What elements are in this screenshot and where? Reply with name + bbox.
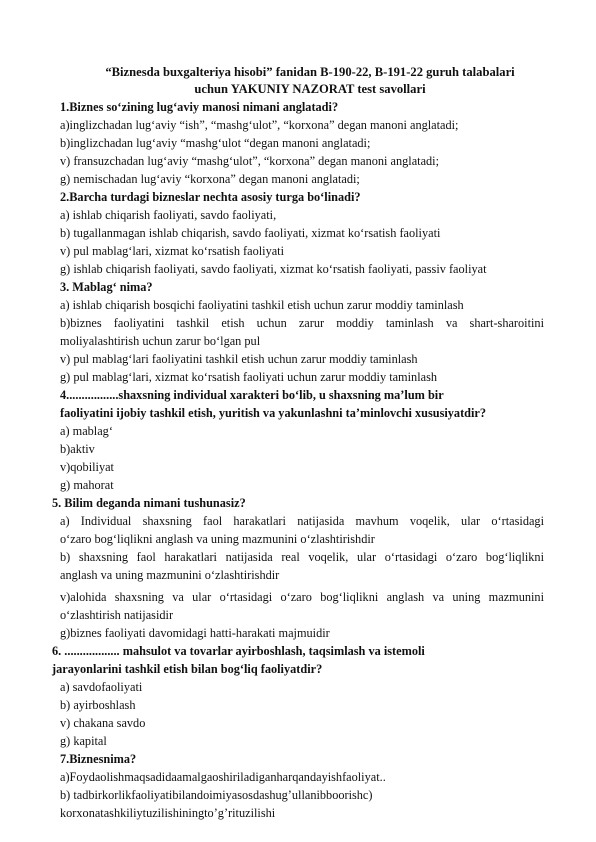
answer-1g: g) nemischadan lug‘aviy “korxona” degan manoni anglatadi; [60, 172, 360, 186]
answer-5v-cont: o‘zlashtirish natijasidir [60, 608, 174, 622]
answer-4g: g) mahorat [60, 478, 114, 492]
question-1: 1.Biznes so‘zining lug‘aviy manosi nimani anglatadi? [60, 100, 339, 114]
title-line-2: uchun YAKUNIY NAZORAT test savollari [194, 82, 426, 96]
title-line-1: “Biznesda buxgalteriya hisobi” fanidan B-190-22, B-191-22 guruh talabalari [105, 65, 515, 79]
answer-2v: v) pul mablag‘lari, xizmat ko‘rsatish faoliyati [60, 244, 285, 258]
answer-1v: v) fransuzchadan lug‘aviy “mashg‘ulot”, “korxona” degan manoni anglatadi; [60, 154, 440, 168]
question-6-cont: jarayonlarini tashkil etish bilan bog‘liq faoliyatdir? [52, 662, 323, 676]
answer-4a: a) mablag‘ [60, 424, 113, 438]
answer-1a: a)inglizchadan lug‘aviy “ish”, “mashg‘ulot”, “korxona” degan manoni anglatadi; [60, 118, 459, 132]
question-4-cont: faoliyatini ijobiy tashkil etish, yuritish va yakunlashni ta’minlovchi xususiyatdir? [60, 406, 487, 420]
question-3: 3. Mablag‘ nima? [60, 280, 153, 294]
answer-6g: g) kapital [60, 734, 107, 748]
answer-2a: a) ishlab chiqarish faoliyati, savdo faoliyati, [60, 208, 277, 222]
answer-5v: v)alohida shaxsning va ular o‘rtasidagi o‘zaro bog‘liqlikni anglash va uning mazmunini [60, 590, 544, 604]
question-4: 4.................shaxsning individual xarakteri bo‘lib, u shaxsning ma’lum bir [60, 388, 444, 402]
answer-5a: a) Individual shaxsning faol harakatlari natijasida mavhum voqelik, ular o‘rtasidagi [60, 514, 544, 528]
answer-7a: a)Foydaolishmaqsadidaamalgaoshiriladiganharqandayishfaoliyat.. [60, 770, 386, 784]
answer-5b: b) shaxsning faol harakatlari natijasida real voqelik, ular o‘rtasidagi o‘zaro bog‘liqlikni [60, 550, 544, 564]
answer-3b: b)biznes faoliyatini tashkil etish uchun zarur moddiy taminlash va shart-sharoitini [60, 316, 544, 330]
answer-3a: a) ishlab chiqarish bosqichi faoliyatini tashkil etish uchun zarur moddiy taminlash [60, 298, 464, 312]
document-title [40, 64, 580, 98]
answer-6v: v) chakana savdo [60, 716, 146, 730]
answer-3g: g) pul mablag‘lari, xizmat ko‘rsatish faoliyati uchun zarur moddiy taminlash [60, 370, 438, 384]
question-6: 6. .................. mahsulot va tovarlar ayirboshlash, taqsimlash va istemoli [52, 644, 425, 658]
answer-4b: b)aktiv [60, 442, 95, 456]
answer-7b-cont: korxonatashkiliytuzilishiningto’g’rituzilishi [60, 806, 276, 820]
question-5: 5. Bilim deganda nimani tushunasiz? [52, 496, 246, 510]
answer-3v: v) pul mablag‘lari faoliyatini tashkil etish uchun zarur moddiy taminlash [60, 352, 418, 366]
answer-4v: v)qobiliyat [60, 460, 114, 474]
answer-5a-cont: o‘zaro bog‘liqlikni anglash va uning mazmunini o‘zlashtirishdir [60, 532, 375, 546]
answer-1b: b)inglizchadan lug‘aviy “mashg‘ulot “degan manoni anglatadi; [60, 136, 371, 150]
answer-2g: g) ishlab chiqarish faoliyati, savdo faoliyati, xizmat ko‘rsatish faoliyati, passiv faoliyat [60, 262, 487, 276]
answer-2b: b) tugallanmagan ishlab chiqarish, savdo faoliyati, xizmat ko‘rsatish faoliyati [60, 226, 441, 240]
answer-5b-cont: anglash va uning mazmunini o‘zlashtirishdir [60, 568, 280, 582]
answer-6a: a) savdofaoliyati [60, 680, 143, 694]
question-2: 2.Barcha turdagi bizneslar nechta asosiy turga bo‘linadi? [60, 190, 361, 204]
answer-3b-cont: moliyalashtirish uchun zarur bo‘lgan pul [60, 334, 261, 348]
question-7: 7.Biznesnima? [60, 752, 137, 766]
answer-6b: b) ayirboshlash [60, 698, 136, 712]
answer-7b: b) tadbirkorlikfaoliyatibilandoimiyasosdashug’ullanibboorishc) [60, 788, 373, 802]
answer-5g: g)biznes faoliyati davomidagi hatti-harakati majmuidir [60, 626, 330, 640]
